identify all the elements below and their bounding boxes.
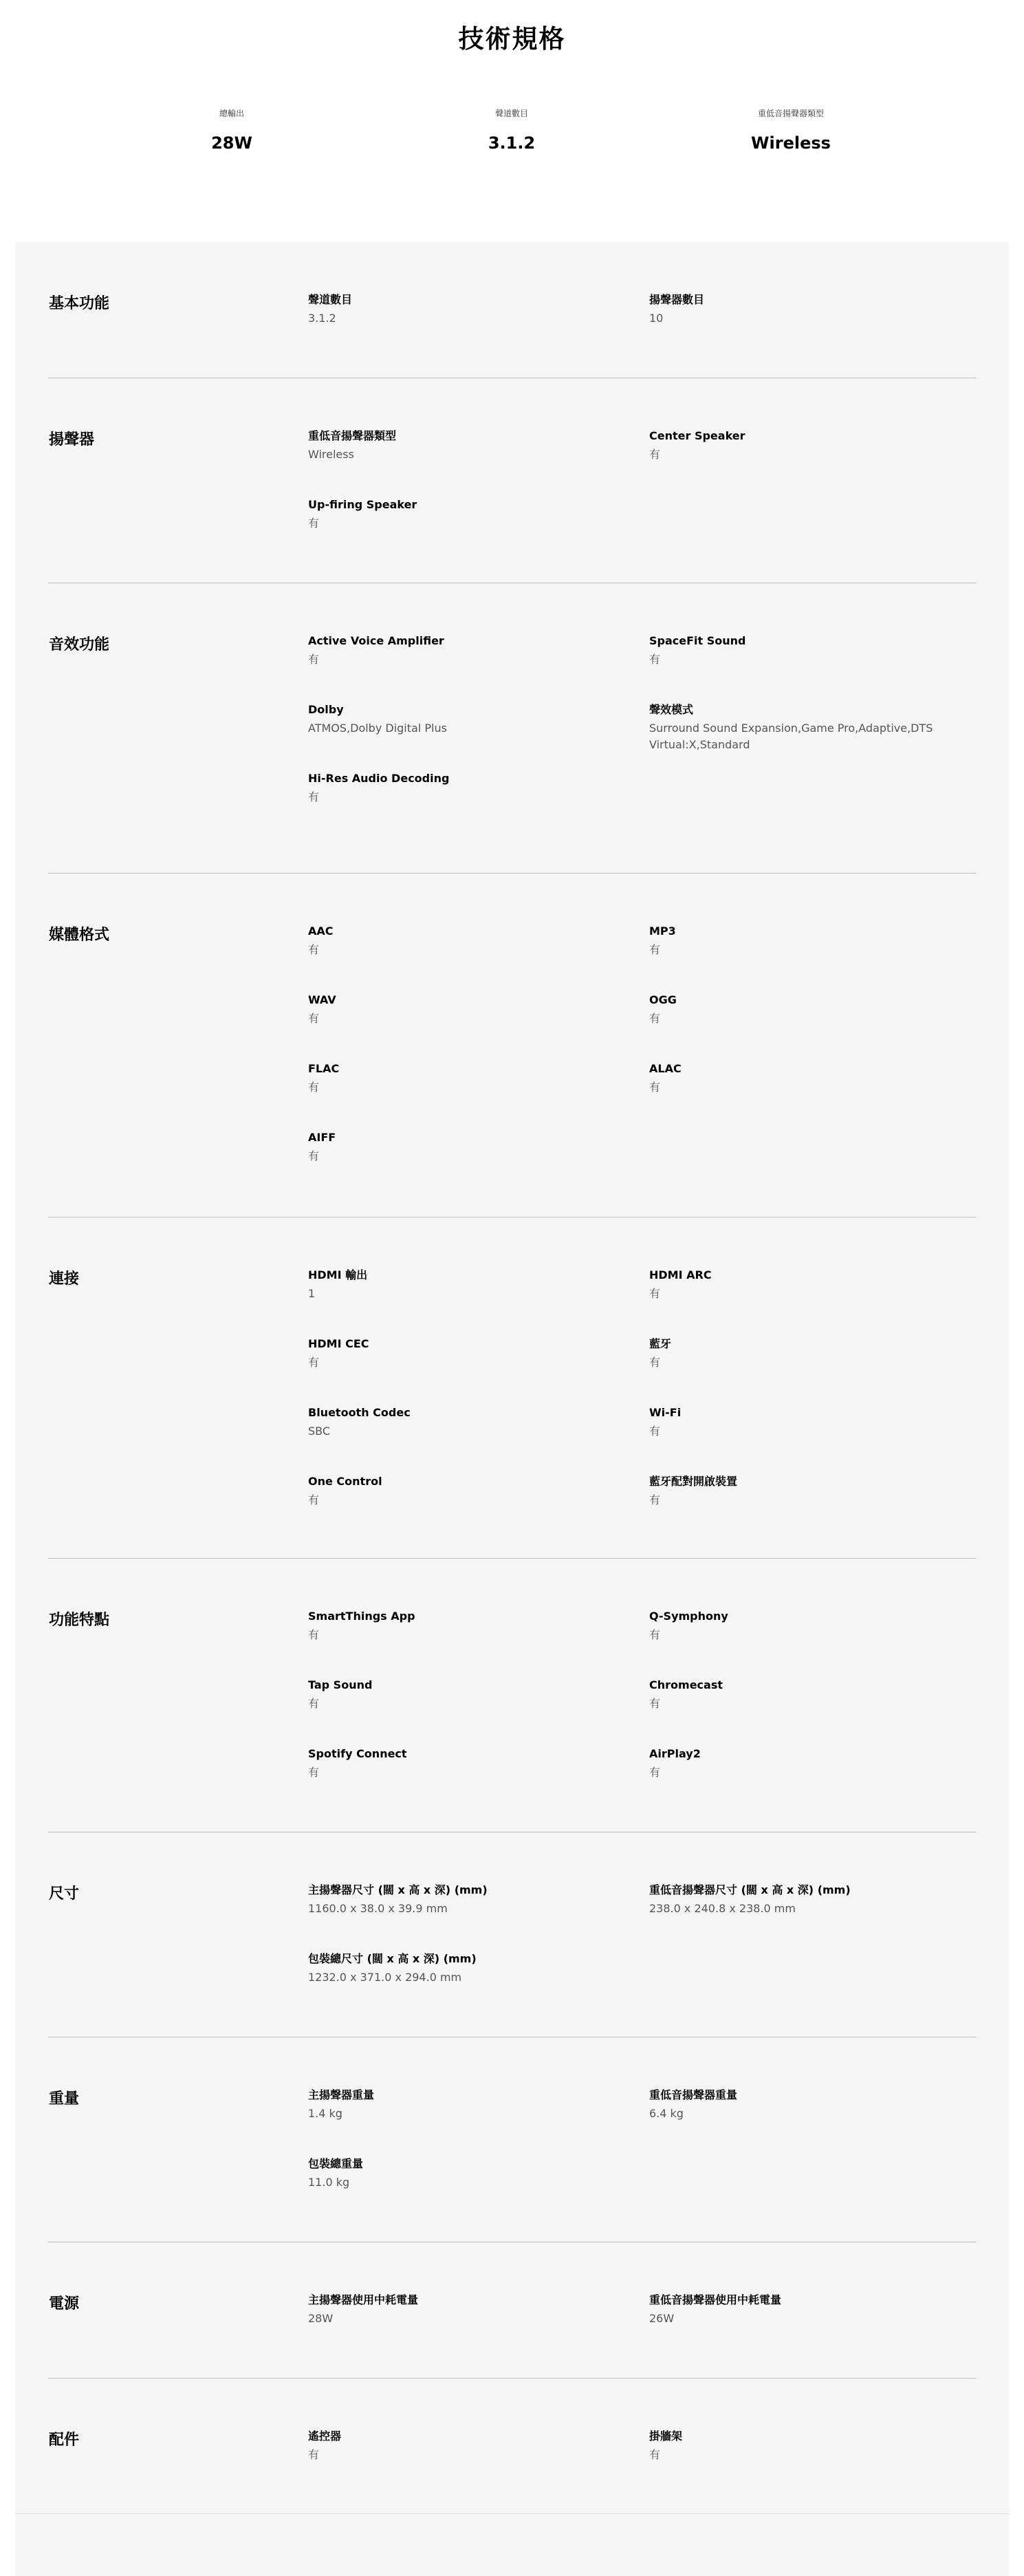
spec-item [308, 702, 624, 737]
spec-item [649, 923, 966, 958]
spec-value: 有 [649, 1697, 661, 1710]
spec-item [649, 702, 966, 753]
highlight-subwoofer-type [653, 107, 928, 153]
spec-value: 有 [308, 1081, 320, 1094]
spec-item [308, 428, 624, 463]
spec-category-title: 基本功能 [49, 295, 110, 312]
spec-label: 主揚聲器使用中耗電量 [308, 2293, 419, 2306]
spec-item [649, 1267, 966, 1302]
spec-item [649, 1473, 966, 1508]
spec-label: 包裝總尺寸 (闊 x 高 x 深) (mm) [308, 1952, 477, 1965]
spec-value: 有 [649, 2448, 661, 2461]
spec-label: HDMI 輸出 [308, 1268, 368, 1281]
spec-section [15, 2242, 1010, 2379]
spec-item [649, 1405, 966, 1440]
spec-label: HDMI ARC [649, 1268, 712, 1281]
spec-value: SBC [308, 1425, 331, 1438]
spec-item [308, 1677, 624, 1712]
spec-value: 有 [308, 1697, 320, 1710]
spec-item [649, 2087, 966, 2122]
spec-section [15, 378, 1010, 583]
spec-value: 10 [649, 312, 664, 325]
highlight-label: 總輸出 [219, 109, 244, 118]
spec-value: 1 [308, 1287, 316, 1300]
spec-section [15, 583, 1010, 874]
spec-label: 聲效模式 [649, 703, 694, 716]
spec-category-title: 尺寸 [49, 1885, 80, 1903]
spec-section [15, 2037, 1010, 2242]
spec-value: 有 [649, 1012, 661, 1025]
spec-value: 238.0 x 240.8 x 238.0 mm [649, 1902, 796, 1915]
spec-label: AirPlay2 [649, 1747, 701, 1760]
spec-label: WAV [308, 993, 336, 1006]
spec-label: 聲道數目 [308, 293, 353, 306]
spec-item [308, 770, 624, 805]
spec-value: 有 [649, 1287, 661, 1300]
spec-value: 1.4 kg [308, 2107, 342, 2120]
spec-category-title: 音效功能 [49, 636, 110, 653]
spec-label: Center Speaker [649, 429, 745, 442]
spec-item [308, 2156, 624, 2191]
spec-value: Surround Sound Expansion,Game Pro,Adaptive,DTS Virtual:X,Standard [649, 722, 933, 751]
spec-section [15, 1832, 1010, 2037]
spec-item [308, 923, 624, 958]
spec-value: 有 [308, 1628, 320, 1641]
spec-item [649, 633, 966, 668]
spec-section [15, 2379, 1010, 2515]
spec-value: 有 [649, 1425, 661, 1438]
spec-label: Dolby [308, 703, 344, 716]
spec-label: One Control [308, 1475, 382, 1488]
spec-item [308, 497, 624, 532]
spec-category-title: 揚聲器 [49, 431, 95, 448]
spec-item [308, 292, 624, 327]
spec-value: 有 [308, 2448, 320, 2461]
spec-label: Wi-Fi [649, 1406, 682, 1419]
spec-value: 有 [308, 653, 320, 666]
spec-item [308, 2292, 624, 2327]
spec-label: 重低音揚聲器重量 [649, 2088, 738, 2101]
spec-label: HDMI CEC [308, 1337, 369, 1350]
spec-item [308, 1746, 624, 1781]
spec-label: ALAC [649, 1062, 682, 1075]
spec-item [649, 2292, 966, 2327]
spec-label: 重低音揚聲器類型 [308, 429, 397, 442]
spec-label: 揚聲器數目 [649, 293, 705, 306]
spec-item [649, 1061, 966, 1096]
spec-category-title: 連接 [49, 1270, 80, 1288]
spec-item [308, 2087, 624, 2122]
spec-item [649, 1608, 966, 1643]
page-title: 技術規格 [458, 24, 566, 54]
spec-item [308, 2428, 624, 2463]
spec-item [308, 633, 624, 668]
spec-item [308, 1061, 624, 1096]
spec-label: AIFF [308, 1131, 336, 1144]
spec-section [15, 242, 1010, 378]
spec-value: 有 [649, 653, 661, 666]
highlight-total-output [94, 107, 369, 153]
spec-label: 包裝總重量 [308, 2157, 364, 2170]
spec-value: 11.0 kg [308, 2176, 350, 2189]
spec-label: Hi-Res Audio Decoding [308, 772, 450, 785]
spec-item [649, 428, 966, 463]
spec-value: 有 [649, 1493, 661, 1506]
spec-label: 掛牆架 [649, 2429, 683, 2443]
spec-category-title: 功能特點 [49, 1612, 110, 1629]
spec-item [308, 1336, 624, 1371]
spec-label: Active Voice Amplifier [308, 634, 444, 647]
spec-value: 有 [649, 1766, 661, 1779]
spec-label: Tap Sound [308, 1678, 373, 1691]
spec-category-title: 電源 [49, 2295, 80, 2313]
spec-label: 藍牙 [649, 1337, 672, 1350]
spec-value: 1160.0 x 38.0 x 39.9 mm [308, 1902, 448, 1915]
spec-value: 6.4 kg [649, 2107, 684, 2120]
spec-section [15, 1217, 1010, 1559]
spec-item [308, 1267, 624, 1302]
spec-section [15, 874, 1010, 1217]
highlight-value: 28W [211, 133, 252, 153]
highlight-channels [374, 107, 649, 153]
spec-value: ATMOS,Dolby Digital Plus [308, 722, 447, 735]
spec-item [649, 292, 966, 327]
spec-item [308, 1882, 624, 1917]
spec-label: 主揚聲器尺寸 (闊 x 高 x 深) (mm) [308, 1883, 488, 1896]
highlight-value: Wireless [751, 133, 831, 153]
spec-value: 有 [649, 1628, 661, 1641]
spec-item [308, 1608, 624, 1643]
spec-value: 有 [649, 1356, 661, 1369]
spec-item [308, 1951, 624, 1986]
spec-label: SmartThings App [308, 1610, 415, 1623]
spec-item [649, 1882, 966, 1917]
spec-value: 28W [308, 2312, 334, 2325]
highlight-label: 重低音揚聲器類型 [757, 109, 824, 118]
spec-value: 有 [308, 943, 320, 956]
spec-item [308, 1129, 624, 1165]
spec-value: 有 [649, 943, 661, 956]
highlight-value: 3.1.2 [488, 133, 536, 153]
spec-value: 有 [308, 1149, 320, 1162]
spec-value: 有 [308, 1493, 320, 1506]
spec-label: Up-firing Speaker [308, 498, 417, 511]
spec-value: 有 [649, 1081, 661, 1094]
spec-label: Q-Symphony [649, 1610, 728, 1623]
spec-label: MP3 [649, 924, 676, 938]
spec-label: 藍牙配對開啟裝置 [649, 1475, 738, 1488]
spec-label: Spotify Connect [308, 1747, 407, 1760]
spec-value: 1232.0 x 371.0 x 294.0 mm [308, 1971, 462, 1984]
spec-value: 有 [308, 517, 320, 530]
spec-item [649, 2428, 966, 2463]
spec-highlights [0, 107, 1024, 162]
spec-value: Wireless [308, 448, 354, 461]
highlight-label: 聲道數目 [494, 109, 528, 118]
spec-label: 重低音揚聲器使用中耗電量 [649, 2293, 782, 2306]
spec-label: SpaceFit Sound [649, 634, 746, 647]
spec-item [308, 1473, 624, 1508]
spec-label: 主揚聲器重量 [308, 2088, 375, 2101]
spec-label: FLAC [308, 1062, 340, 1075]
spec-value: 有 [649, 448, 661, 461]
spec-item [649, 1336, 966, 1371]
spec-item [649, 1677, 966, 1712]
spec-label: 遙控器 [308, 2429, 342, 2443]
spec-value: 有 [308, 1356, 320, 1369]
spec-item [308, 992, 624, 1027]
spec-label: AAC [308, 924, 334, 938]
spec-label: Chromecast [649, 1678, 723, 1691]
spec-category-title: 重量 [49, 2090, 80, 2108]
spec-category-title: 配件 [49, 2432, 80, 2449]
spec-value: 有 [308, 1012, 320, 1025]
spec-category-title: 媒體格式 [49, 927, 110, 944]
spec-label: OGG [649, 993, 677, 1006]
spec-section [15, 1559, 1010, 1832]
spec-value: 有 [308, 790, 320, 803]
spec-label: Bluetooth Codec [308, 1406, 411, 1419]
spec-item [308, 1405, 624, 1440]
spec-item [649, 992, 966, 1027]
spec-label: 重低音揚聲器尺寸 (闊 x 高 x 深) (mm) [649, 1883, 851, 1896]
spec-value: 有 [308, 1766, 320, 1779]
spec-panel [15, 242, 1010, 2576]
spec-value: 26W [649, 2312, 675, 2325]
spec-value: 3.1.2 [308, 312, 336, 325]
spec-item [649, 1746, 966, 1781]
